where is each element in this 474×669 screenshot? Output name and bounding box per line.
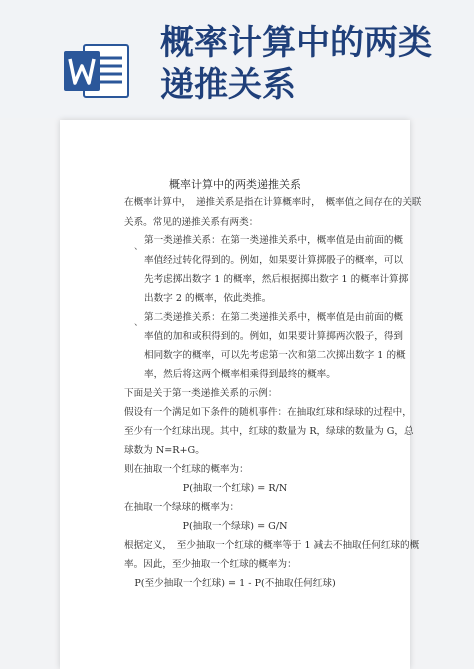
banner-title-line-1: 概率计算中的两类 — [160, 23, 432, 63]
document-page — [60, 120, 422, 669]
example-line-2: 至少有一个红球出现。其中，红球的数量为 R，绿球的数量为 G，总 — [124, 426, 414, 437]
item1-line-4: 出数字 2 的概率，依此类推。 — [144, 293, 272, 304]
definition-line-2: 率。因此，至少抽取一个红球的概率为： — [124, 559, 297, 570]
green-prob-label: 在抽取一个绿球的概率为： — [124, 502, 240, 513]
green-prob-formula: P(抽取一个绿球) = G/N — [182, 521, 288, 532]
item2-line-2: 率值的加和或积得到的。例如，如果要计算掷两次骰子，得到 — [144, 331, 404, 342]
word-document-icon — [64, 42, 130, 100]
intro-line-2: 关系。常见的递推关系有两类： — [124, 217, 259, 228]
bullet-marker: 、 — [134, 318, 144, 328]
red-prob-formula: P(抽取一个红球) = R/N — [182, 483, 288, 494]
item2-line-1: 第二类递推关系：在第二类递推关系中，概率值是由前面的概 — [144, 312, 404, 323]
bullet-marker: 、 — [134, 242, 144, 252]
item1-line-3: 先考虑掷出数字 1 的概率，然后根据掷出数字 1 的概率计算掷 — [144, 274, 409, 285]
example-line-3: 球数为 N=R+G。 — [124, 445, 205, 456]
intro-line-1: 在概率计算中， 递推关系是指在计算概率时， 概率值之间存在的关联 — [124, 197, 422, 208]
item2-line-3: 相同数字的概率，可以先考虑第一次和第二次掷出数字 1 的概 — [144, 350, 406, 361]
header-banner — [0, 0, 474, 118]
example-intro: 下面是关于第一类递推关系的示例： — [124, 388, 278, 399]
banner-title — [160, 22, 460, 106]
item1-line-1: 第一类递推关系：在第一类递推关系中，概率值是由前面的概 — [144, 235, 404, 246]
final-formula: P(至少抽取一个红球) = 1 - P(不抽取任何红球) — [134, 578, 336, 589]
definition-line-1: 根据定义， 至少抽取一个红球的概率等于 1 减去不抽取任何红球的概 — [124, 540, 420, 551]
document-heading: 概率计算中的两类递推关系 — [169, 178, 301, 191]
item1-line-2: 率值经过转化得到的。例如，如果要计算掷骰子的概率，可以 — [144, 255, 404, 266]
red-prob-label: 则在抽取一个红球的概率为： — [124, 464, 249, 475]
example-line-1: 假设有一个满足如下条件的随机事件：在抽取红球和绿球的过程中， — [124, 407, 412, 418]
banner-title-line-2: 递推关系 — [160, 65, 296, 105]
item2-line-4: 率，然后将这两个概率相乘得到最终的概率。 — [144, 369, 336, 380]
